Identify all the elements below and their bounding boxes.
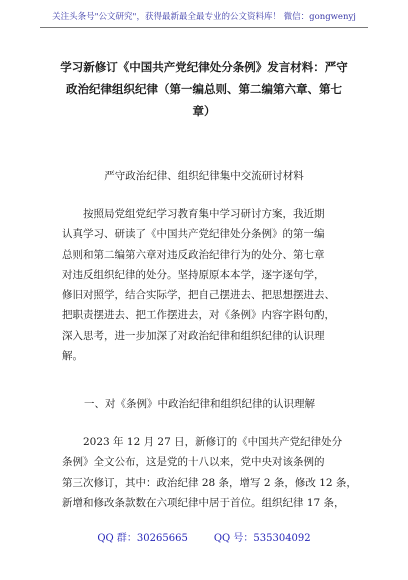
document-subtitle: 严守政治纪律、组织纪律集中交流研讨材料 [104,170,304,182]
paragraph-line: 把职责摆进去、把工作摆进去，对《条例》内容字斟句酌， [62,309,335,322]
footer-contact [40,529,368,544]
section-paragraph [62,432,356,513]
paragraph-line: 对违反组织纪律的处分。坚持原原本本学，逐字逐句学， [62,268,325,281]
paragraph-line: 解。 [62,350,83,363]
section-heading: 一、对《条例》中政治纪律和组织纪律的认识理解 [84,398,315,410]
header-divider [40,27,368,28]
paragraph-line: 深入思考，进一步加深了对政治纪律和组织纪律的认识理 [62,329,325,342]
paragraph-line: 修旧对照学，结合实际学，把自己摆进去、把思想摆进去、 [62,289,335,302]
paragraph-line: 条例》全文公布，这是党的十八以来，党中央对该条例的 [62,456,325,469]
paragraph-line: 2023 年 12 月 27 日，新修订的《中国共产党纪律处分 [83,436,343,448]
header-banner: 关注头条号"公文研究"，获得最新最全最专业的公文资料库！ 微信：gongwenyj [52,12,356,22]
footer-qq-group: QQ 群：30265665 [97,533,188,544]
paragraph-line: 新增和修改条款数在六项纪律中居于首位。组织纪律 17 条， [62,496,345,509]
title-line: 政治纪律组织纪律（第一编总则、第二编第六章、第七 [66,82,342,96]
title-line: 学习新修订《中国共产党纪律处分条例》发言材料：严守 [60,60,348,74]
footer-qq-number: QQ 号：535304092 [213,533,311,544]
paragraph-line: 总则和第二编第六章对违反政治纪律行为的处分、第七章 [62,248,325,261]
intro-paragraph [62,204,356,366]
document-title [58,56,350,122]
paragraph-line: 按照局党组党纪学习教育集中学习研讨方案，我近期 [83,208,325,220]
paragraph-line: 认真学习、研读了《中国共产党纪律处分条例》的第一编 [62,228,325,241]
paragraph-line: 第三次修订，其中：政治纪律 28 条，增写 2 条，修改 12 条， [62,476,357,489]
title-line: 章） [192,104,216,118]
